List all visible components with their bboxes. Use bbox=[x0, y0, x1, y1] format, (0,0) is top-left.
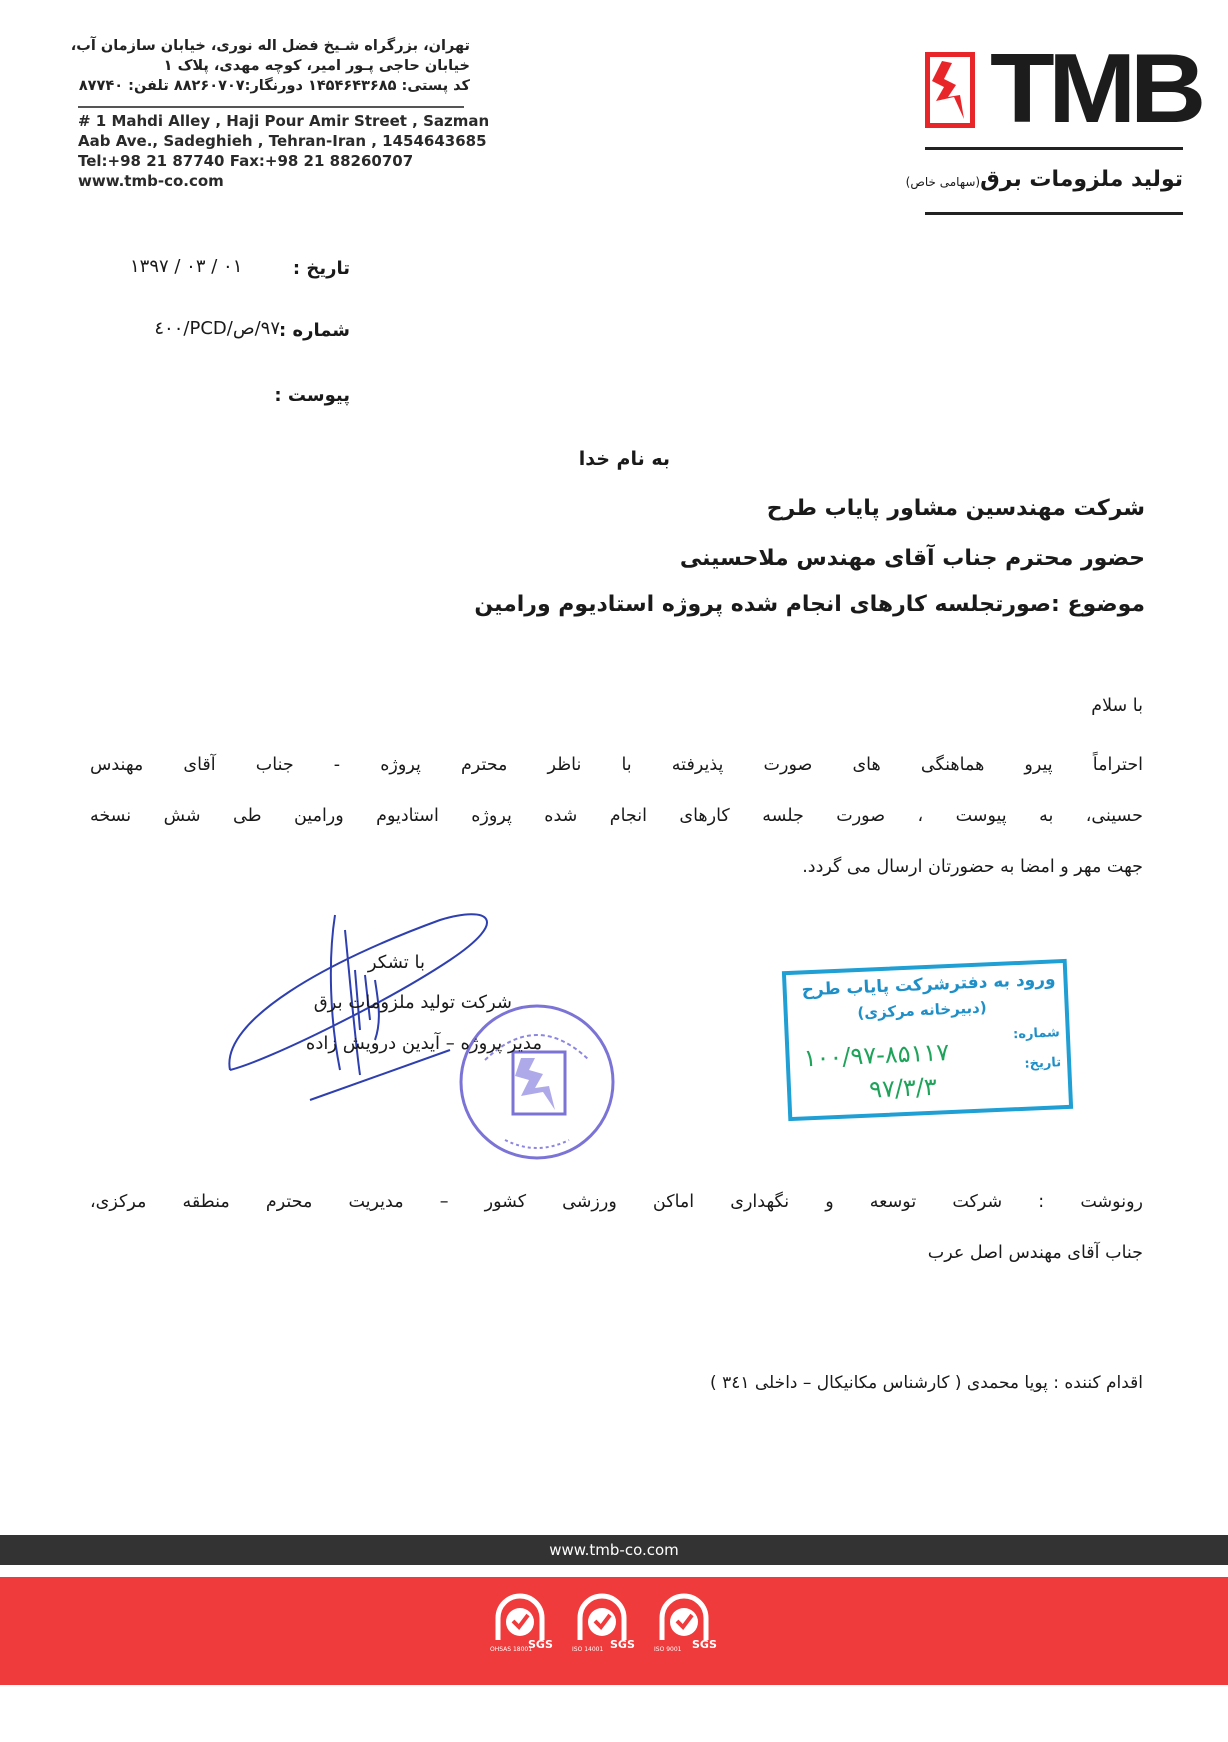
company-name-fa: تولید ملزومات برق bbox=[980, 167, 1183, 192]
logo-bolt-box bbox=[925, 52, 975, 128]
certification-badge bbox=[572, 1588, 642, 1658]
address-divider bbox=[78, 106, 464, 108]
subject-line: موضوع :صورتجلسه کارهای انجام شده پروژه استادیوم ورامین bbox=[474, 592, 1145, 617]
stamp-line1: ورود به دفترشرکت پایاب طرح bbox=[801, 969, 1056, 1001]
action-by: اقدام کننده : پویا محمدی ( کارشناس مکانیکال – داخلی ۳٤۱ ) bbox=[710, 1373, 1143, 1393]
received-stamp bbox=[782, 959, 1073, 1121]
certification-badge bbox=[490, 1588, 560, 1658]
date-label: تاریخ : bbox=[292, 258, 350, 279]
stamp-line2: (دبیرخانه مرکزی) bbox=[857, 998, 988, 1023]
body-line: حسینی، به پیوست ، صورت جلسه کارهای انجام شده پروژه استادیوم ورامین طی شش نسخه bbox=[90, 806, 1143, 826]
cert-standard: ISO 9001 bbox=[654, 1646, 682, 1653]
recipient-person: حضور محترم جناب آقای مهندس ملاحسینی bbox=[679, 546, 1145, 571]
lightning-bolt-icon bbox=[930, 57, 970, 123]
address-en-line: # 1 Mahdi Alley , Haji Pour Amir Street , Sazman bbox=[78, 112, 490, 130]
number-label: شماره : bbox=[279, 320, 350, 341]
stamp-number-value: ۱۰۰/۹۷-۸۵۱۱۷ bbox=[803, 1038, 950, 1073]
number-value: ۹۷/ص/PCD/٤۰۰ bbox=[154, 318, 280, 339]
address-en-line: Tel:+98 21 87740 Fax:+98 21 88260707 bbox=[78, 152, 414, 170]
cc-line: رونوشت : شرکت توسعه و نگهداری اماکن ورزشی کشور – مدیریت محترم منطقه مرکزی، bbox=[90, 1192, 1143, 1212]
company-type-fa: (سهامی خاص) bbox=[905, 175, 981, 189]
address-english bbox=[78, 111, 489, 191]
stamp-date-label: تاریخ: bbox=[1024, 1055, 1062, 1072]
stamp-date-value: ۹۷/۳/۳ bbox=[868, 1072, 938, 1104]
address-en-line: Aab Ave., Sadeghieh , Tehran-Iran , 1454643685 bbox=[78, 132, 487, 150]
bismillah: به نام خدا bbox=[578, 448, 670, 470]
logo-company-name bbox=[905, 165, 1183, 197]
attachment-label: پیوست : bbox=[274, 385, 350, 406]
logo-divider-top bbox=[925, 147, 1183, 150]
body-line: احتراماً پیرو هماهنگی های صورت پذیرفته با ناظر محترم پروژه - جناب آقای مهندس bbox=[90, 755, 1143, 775]
greeting: با سلام bbox=[1091, 696, 1143, 716]
recipient-company: شرکت مهندسین مشاور پایاب طرح bbox=[766, 496, 1145, 521]
sender-name: مدیر پروژه – آیدین درویش زاده bbox=[305, 1033, 542, 1054]
cert-standard: ISO 14001 bbox=[572, 1646, 604, 1653]
cc-line: جناب آقای مهندس اصل عرب bbox=[927, 1243, 1143, 1263]
address-fa-line: تهران، بزرگراه شـیخ فضل اله نوری، خیابان سازمان آب، bbox=[70, 38, 470, 54]
website-link[interactable]: www.tmb-co.com bbox=[78, 172, 224, 190]
cert-brand: SGS bbox=[610, 1638, 635, 1651]
cert-brand: SGS bbox=[692, 1638, 717, 1651]
logo-wordmark: TMB bbox=[990, 33, 1200, 143]
logo-divider-bottom bbox=[925, 212, 1183, 215]
address-fa-line: خیابان حاجی پـور امیر، کوچه مهدی، پلاک ۱ bbox=[163, 58, 470, 74]
address-fa-line: کد پستی: ۱۴۵۴۶۴۳۶۸۵ دورنگار:۸۸۲۶۰۷۰۷ تلفن: ۸۷۷۴۰ bbox=[78, 78, 470, 94]
address-persian bbox=[70, 36, 470, 96]
body-line: جهت مهر و امضا به حضورتان ارسال می گردد. bbox=[802, 857, 1143, 877]
certification-badges bbox=[490, 1588, 730, 1658]
footer-website-link[interactable]: www.tmb-co.com bbox=[549, 1541, 679, 1559]
sender-company: شرکت تولید ملزومات برق bbox=[313, 992, 512, 1013]
closing: با تشکر bbox=[367, 952, 425, 973]
cert-brand: SGS bbox=[528, 1638, 553, 1651]
stamp-number-label: شماره: bbox=[1012, 1025, 1061, 1043]
certification-badge bbox=[654, 1588, 724, 1658]
cert-standard: OHSAS 18001 bbox=[490, 1646, 533, 1653]
date-value: ۱۳۹۷ / ۰۳ / ۰۱ bbox=[130, 256, 243, 277]
